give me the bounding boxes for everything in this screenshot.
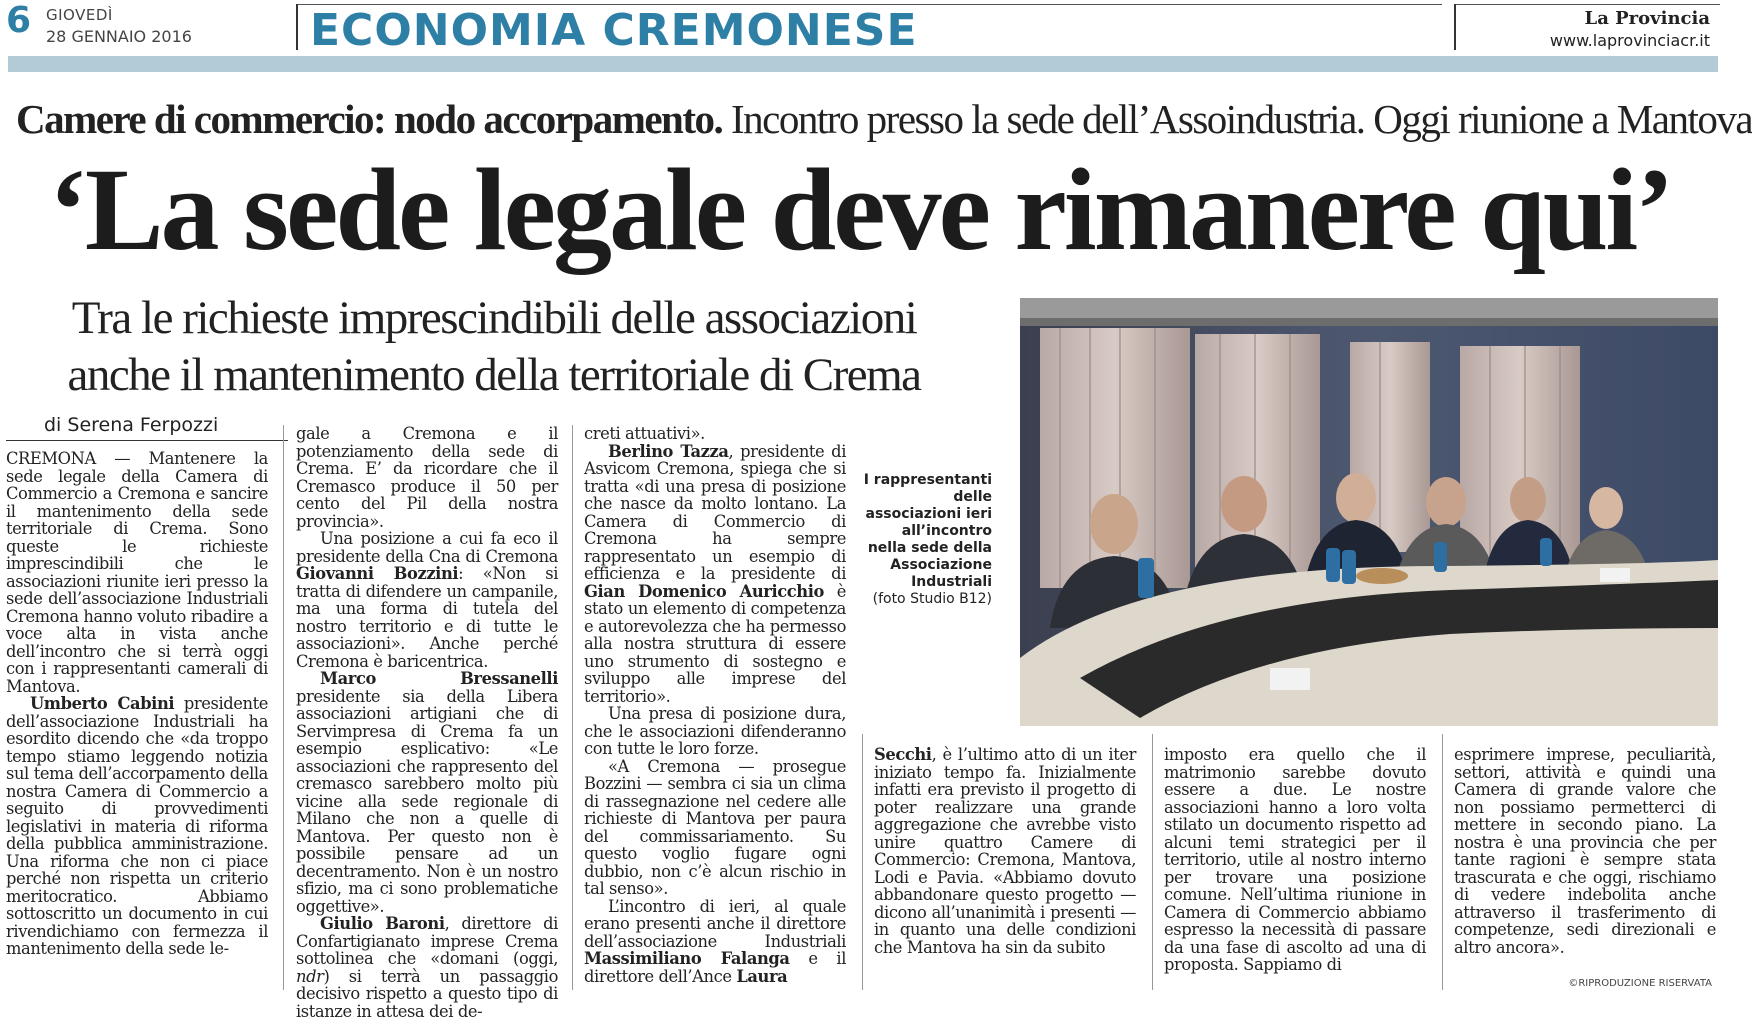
person-name: Massimiliano Falanga <box>584 949 790 968</box>
column-divider <box>283 425 284 990</box>
paragraph <box>6 695 268 958</box>
photo-caption <box>862 472 992 608</box>
paragraph <box>874 746 1136 956</box>
kicker <box>16 96 1752 142</box>
header-divider <box>296 4 298 50</box>
paragraph-text: : «Non si tratta di difendere un campanile, ma una forma di tutela del nostro territorio e di tutte le associazioni». Anche perché Cremona è baricentrica. <box>296 564 558 671</box>
subheadline <box>14 290 974 404</box>
column-divider <box>1442 734 1443 990</box>
person-name: Gian Domenico Auricchio <box>584 581 824 601</box>
article-column-5 <box>1164 746 1426 990</box>
paragraph <box>584 898 846 986</box>
paragraph: «A Cremona — prosegue Bozzini — sembra ci sia un clima di rassegnazione nel cedere alle richieste di Mantova per paura del commissariamento. Su questo voglio fugare ogni dubbio, non c’è alcun rischio in tal senso». <box>584 756 846 898</box>
article-column-6 <box>1454 746 1716 971</box>
kicker-bold: Camere di commercio: nodo accorpamento. <box>16 96 723 142</box>
header-divider <box>1454 4 1456 50</box>
photo-credit: (foto Studio B12) <box>872 591 992 607</box>
article-column-4 <box>874 746 1136 990</box>
column-divider <box>862 734 863 990</box>
byline: di Serena Ferpozzi <box>44 414 219 436</box>
person-name: Giovanni Bozzini <box>296 564 459 583</box>
person-name: Berlino Tazza <box>608 441 729 461</box>
weekday: GIOVEDÌ <box>46 6 113 24</box>
paragraph-text: L’incontro di ieri, al quale erano presenti anche il direttore dell’associazione Industriali <box>584 896 846 951</box>
person-name: Laura <box>736 966 788 986</box>
paragraph-text: , è l’ultimo atto di un iter iniziato tempo fa. Inizialmente infatti era previsto il progetto di poter realizzare una grande aggregazione che avrebbe visto unire quattro Camere di Commercio: Cremona, Mantova, Lodi e Pavia. «Abbiamo dovuto abbandonare questo progetto — dicono all’unanimità i presenti — in quanto una delle condizioni che Mantova ha sin da subito <box>874 745 1136 957</box>
person-name: Giulio Baroni <box>320 914 445 933</box>
paragraph: esprimere imprese, peculiarità, settori, attività e quindi una Camera di grande valore che non possiamo permetterci di mettere in secondo piano. La nostra è una provincia che per tante ragioni è sempre stata trascurata e che oggi, rischiamo di vedere indebolita anche attraverso il trasferimento di competenze, sedi direzionali e altro ancora». <box>1454 745 1716 957</box>
section-title: ECONOMIA CREMONESE <box>310 5 918 56</box>
paragraph-text: , direttore di Confartigianato imprese Crema sottolinea che «domani (oggi, <box>296 914 558 968</box>
copyright-notice: ©RIPRODUZIONE RISERVATA <box>1568 978 1712 989</box>
article-column-1 <box>6 450 268 990</box>
paragraph-text: Una posizione a cui fa eco il presidente della Cna di Cremona <box>296 529 558 566</box>
paragraph <box>296 670 558 915</box>
paragraph-text: , presidente di Asvicom Cremona, spiega che si tratta «di una presa di posizione che nasce da molto lontano. La Camera di Commercio di Cremona ha sempre rappresentato un esempio di efficienza e la presidente di <box>584 441 846 583</box>
paragraph: CREMONA — Mantenere la sede legale della Camera di Commercio a Cremona e sancire il mantenimento della sede territoriale di Crema. Sono queste le richieste imprescindibili che le associazioni riunite ieri presso la sede dell’associazione Industriali Cremona hanno voluto ribadire a voce alta in vista anche dell’incontro che si terrà oggi con i rappresentanti camerali di Mantova. <box>6 449 268 696</box>
column-divider <box>1152 734 1153 990</box>
paragraph: Una presa di posizione dura, che le associazioni difenderanno con tutte le loro forze. <box>584 704 846 758</box>
person-name: Secchi <box>874 745 932 764</box>
person-name: Marco Bressanelli <box>320 669 558 688</box>
paragraph: imposto era quello che il matrimonio sarebbe dovuto essere a due. Le nostre associazioni hanno a loro volta stilato un documento rispetto ad alcuni temi strategici per il territorio, utile al nostro interno per trovare una posizione comune. Nell’ultima riunione in Camera di Commercio abbiamo espresso la necessità di passare da una fase di ascolto ad una di proposta. Sappiamo di <box>1164 745 1426 974</box>
page-number: 6 <box>6 0 32 41</box>
paragraph-text: presidente dell’associazione Industriali ha esordito dicendo che «da troppo tempo stiamo leggendo notizia sul tema dell’accorpamento della nostra Camera di Commercio a seguito di provvedimenti legislativi in materia di riforma della pubblica amministrazione. Una riforma che non ci piace perché non rispetta un criterio meritocratico. Abbiamo sottoscritto un documento in cui rivendichiamo con fermezza il mantenimento della sede le- <box>6 694 269 958</box>
subhead-line: anche il mantenimento della territoriale di Crema <box>67 349 921 401</box>
caption-text: I rappresentanti delle associazioni ieri all’incontro nella sede della Associazione Industriali <box>863 472 992 590</box>
paragraph: gale a Cremona e il potenziamento della sede di Crema. E’ da ricordare che il Cremasco produce il 50 per cento del Pil della nostra provincia». <box>296 424 558 531</box>
paragraph-text: è stato un elemento di competenza e autorevolezza che ha permesso alla nostra struttura di essere uno strumento di sostegno e sviluppo alle imprese del territorio». <box>584 581 847 706</box>
editor-note: ndr <box>296 966 324 986</box>
person-name: Umberto Cabini <box>30 694 175 713</box>
paragraph: creti attuativi». <box>584 424 705 443</box>
headline: ‘La sede legale deve rimanere qui’ <box>48 144 1672 275</box>
header-bar <box>8 56 1718 72</box>
meeting-photo <box>1020 298 1718 726</box>
byline-rule <box>6 440 288 441</box>
article-column-2 <box>296 424 558 1021</box>
paragraph <box>296 530 558 670</box>
newspaper-name: La Provincia <box>1584 8 1710 29</box>
paragraph <box>296 915 558 1020</box>
subhead-line: Tra le richieste imprescindibili delle associazioni <box>71 292 917 344</box>
paragraph-text: presidente sia della Libera associazioni artigiani che di Servimpresa di Crema fa un esempio esplicativo: «Le associazioni che rappresento del cremasco sarebbero molto più vicine alla sede regionale di Milano che non a quelle di Mantova. Per questo non è possibile pensare ad un decentramento. Non è un nostro sfizio, ma ci sono problematiche oggettive». <box>296 686 558 916</box>
paragraph-text: e il direttore dell’Ance <box>584 949 846 986</box>
kicker-rest: Incontro presso la sede dell’Assoindustria. Oggi riunione a Mantova <box>722 96 1752 142</box>
paragraph <box>584 443 846 706</box>
article-column-3 <box>584 425 846 990</box>
column-divider <box>572 425 573 990</box>
paragraph-text: ) si terrà un passaggio decisivo rispetto a questo tipo di istanze in attesa dei de- <box>296 966 558 1021</box>
header-rule <box>1454 4 1720 5</box>
issue-date: 28 GENNAIO 2016 <box>46 27 192 46</box>
newspaper-website: www.laprovinciacr.it <box>1549 31 1710 50</box>
